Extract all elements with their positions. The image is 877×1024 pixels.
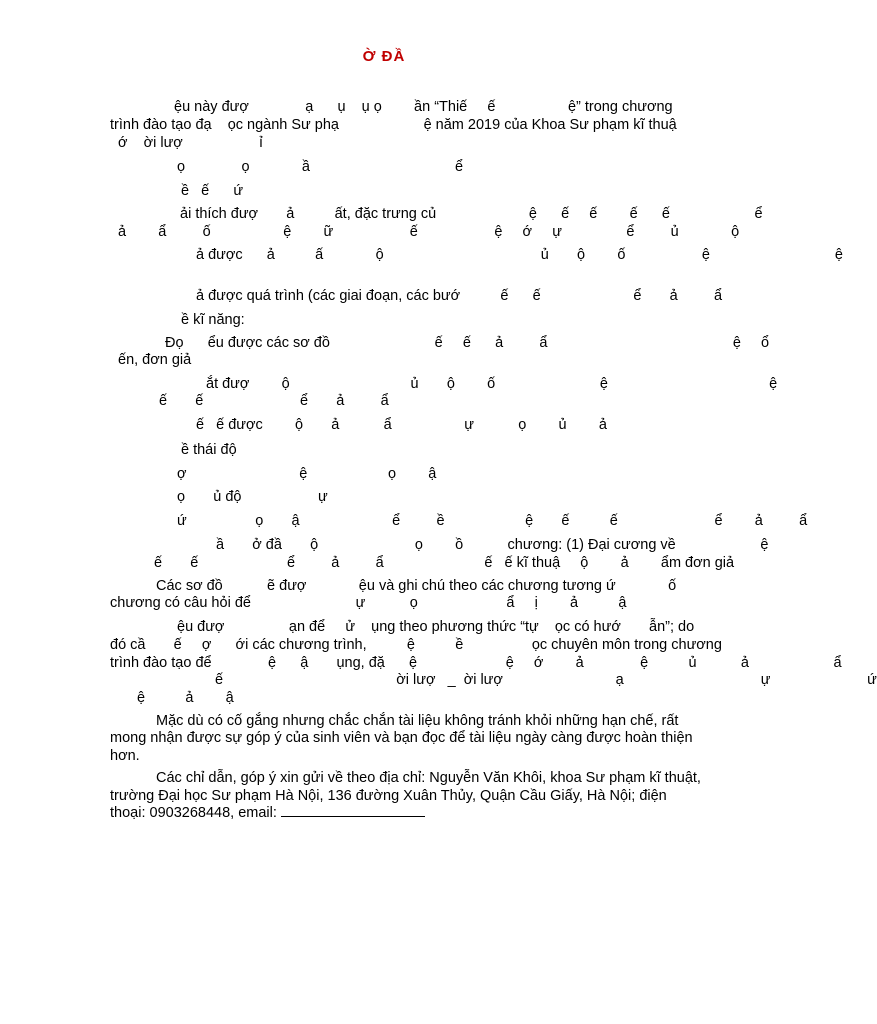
- contact-phone-email: thoại: 0903268448, email:: [110, 805, 277, 821]
- text-line: đó cầ ế ợ ới các chương trình, ệ ề ọc chuyên môn trong chương: [110, 637, 722, 653]
- text-line: ế ế được ộ ả ẩ ự ọ ủ ả: [196, 417, 607, 433]
- text-line: ầ ở đầ ộ ọ ồ chương: (1) Đại cương về ệ: [216, 537, 769, 553]
- text-line: trình đào tạo để ệ ậ ụng, đặ ệ ệ ớ ả ệ ủ ả ẩ: [110, 655, 842, 671]
- text-line: Đọ ểu được các sơ đồ ế ế ả ẩ ệ ổ: [165, 335, 770, 351]
- text-line: ứ ọ ậ ể ề ệ ế ế ể ả ẩ: [177, 513, 808, 529]
- text-line: ệu đượ ạn để ử ụng theo phương thức “tự ọc có hướ ẫn”; do: [177, 619, 695, 635]
- text-line: Các sơ đồ ẽ đượ ệu và ghi chú theo các chương tương ứ ố: [156, 578, 677, 594]
- text-line: ả được ả ấ ộ ủ ộ ố ệ ệ: [196, 247, 843, 263]
- text-line: trình đào tạo đạ ọc ngành Sư phạ ệ năm 2019 của Khoa Sư phạm kĩ thuậ: [110, 117, 677, 133]
- text-line: hơn.: [110, 748, 140, 764]
- text-line: ải thích đượ ả ất, đặc trưng củ ệ ế ế ế ế ể: [180, 206, 763, 222]
- text-line: ệu này đượ ạ ụ ụ ọ ần “Thiế ế ệ” trong chương: [174, 99, 673, 115]
- text-line: ế ế ể ả ẩ: [159, 393, 389, 409]
- text-line: ề kĩ năng:: [181, 312, 245, 328]
- text-line: ả được quá trình (các giai đoạn, các bướ ế ế ể ả ẩ: [196, 288, 723, 304]
- text-line: trường Đại học Sư phạm Hà Nội, 136 đường Xuân Thủy, Quận Cầu Giấy, Hà Nội; điện: [110, 788, 667, 804]
- text-line: ả ẩ ố ệ ữ ế ệ ớ ự ể ủ ộ: [118, 224, 740, 240]
- text-line: mong nhận được sự góp ý của sinh viên và bạn đọc để tài liệu ngày càng được hoàn thiện: [110, 730, 693, 746]
- text-line: ợ ệ ọ ậ: [177, 466, 437, 482]
- text-line: Các chỉ dẫn, góp ý xin gửi về theo địa chỉ: Nguyễn Văn Khôi, khoa Sư phạm kĩ thuật,: [156, 770, 701, 786]
- page-title: Ờ ĐẦ: [362, 48, 406, 65]
- text-line: ọ ủ độ ự: [177, 489, 328, 505]
- email-blank-line: [281, 815, 425, 817]
- text-line: ớ ời lượ ỉ: [118, 135, 263, 151]
- text-line: ệ ả ậ: [137, 690, 234, 706]
- text-line: ế ế ể ả ẩ ế ế kĩ thuậ ộ ả ẩm đơn giả: [154, 555, 735, 571]
- contact-line: [110, 805, 425, 822]
- text-line: Mặc dù có cố gắng nhưng chắc chắn tài liệu không tránh khỏi những hạn chế, rất: [156, 713, 679, 729]
- text-line: ề ế ứ: [181, 183, 244, 199]
- text-line: ắt đượ ộ ủ ộ ố ệ ệ: [206, 376, 778, 392]
- text-line: ến, đơn giả: [118, 352, 192, 368]
- text-line: ề thái độ: [181, 442, 237, 458]
- text-line: ế ời lượ ̲ ời lượ ạ ự ứ: [215, 672, 877, 688]
- text-line: chương có câu hỏi để ự ọ ẩ ị ả ậ: [110, 595, 627, 611]
- text-line: ọ ọ ầ ể: [177, 159, 464, 175]
